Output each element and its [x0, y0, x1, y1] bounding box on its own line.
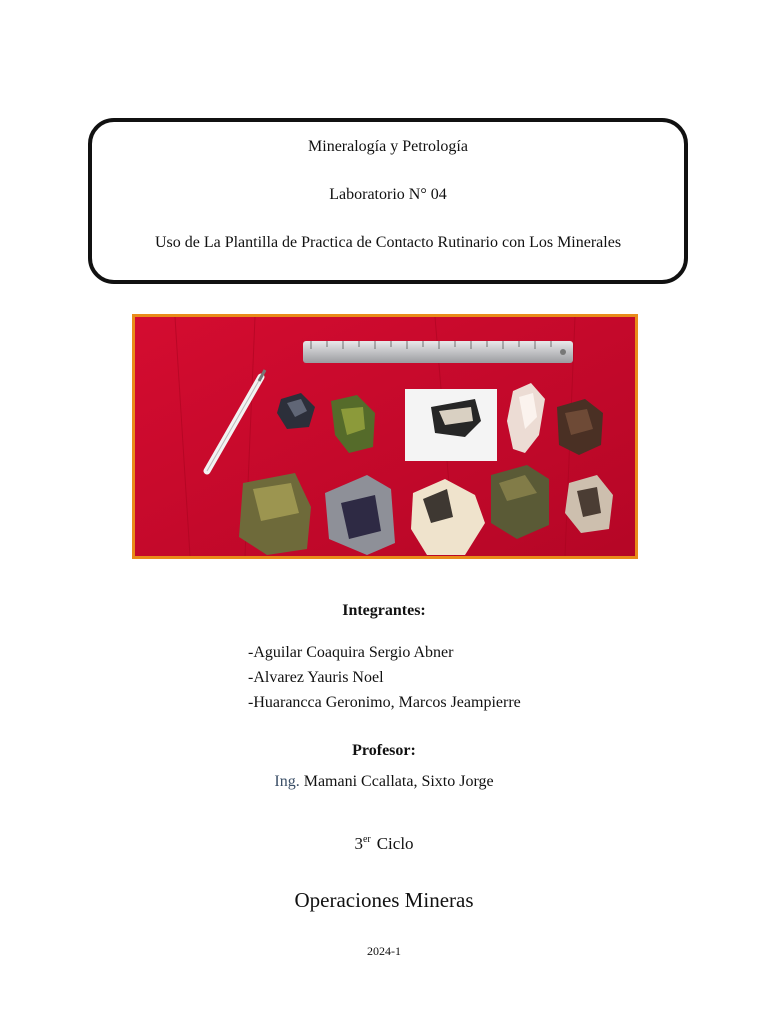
lab-number: Laboratorio N° 04	[329, 186, 447, 203]
professor-line	[0, 773, 768, 791]
title-box	[88, 118, 688, 284]
mineral-sample-pyrite-large	[239, 473, 311, 555]
minerals-photo	[132, 314, 638, 559]
members-heading: Integrantes:	[342, 602, 426, 619]
academic-period: 2024-1	[367, 944, 401, 958]
lab-topic: Uso de La Plantilla de Practica de Contacto Rutinario con Los Minerales	[154, 234, 622, 251]
course-title: Mineralogía y Petrología	[308, 138, 468, 155]
cycle-label: Ciclo	[376, 834, 414, 853]
cycle-number: 3	[354, 834, 363, 853]
member-item: -Aguilar Coaquira Sergio Abner	[248, 644, 454, 661]
steel-ruler	[303, 341, 573, 363]
professor-title: Ing.	[274, 773, 300, 790]
minerals-photo-illustration	[135, 317, 635, 556]
professor-heading: Profesor:	[352, 742, 416, 759]
career-name: Operaciones Mineras	[294, 888, 474, 912]
mineral-sample-pyrite-cube	[491, 465, 549, 539]
member-item: -Huarancca Geronimo, Marcos Jeampierre	[248, 694, 521, 711]
cycle-line	[0, 834, 768, 854]
mineral-sample-tray	[405, 389, 497, 461]
cycle-suffix: er	[362, 834, 371, 846]
member-item: -Alvarez Yauris Noel	[248, 669, 384, 686]
professor-name: Mamani Ccallata, Sixto Jorge	[303, 773, 494, 790]
